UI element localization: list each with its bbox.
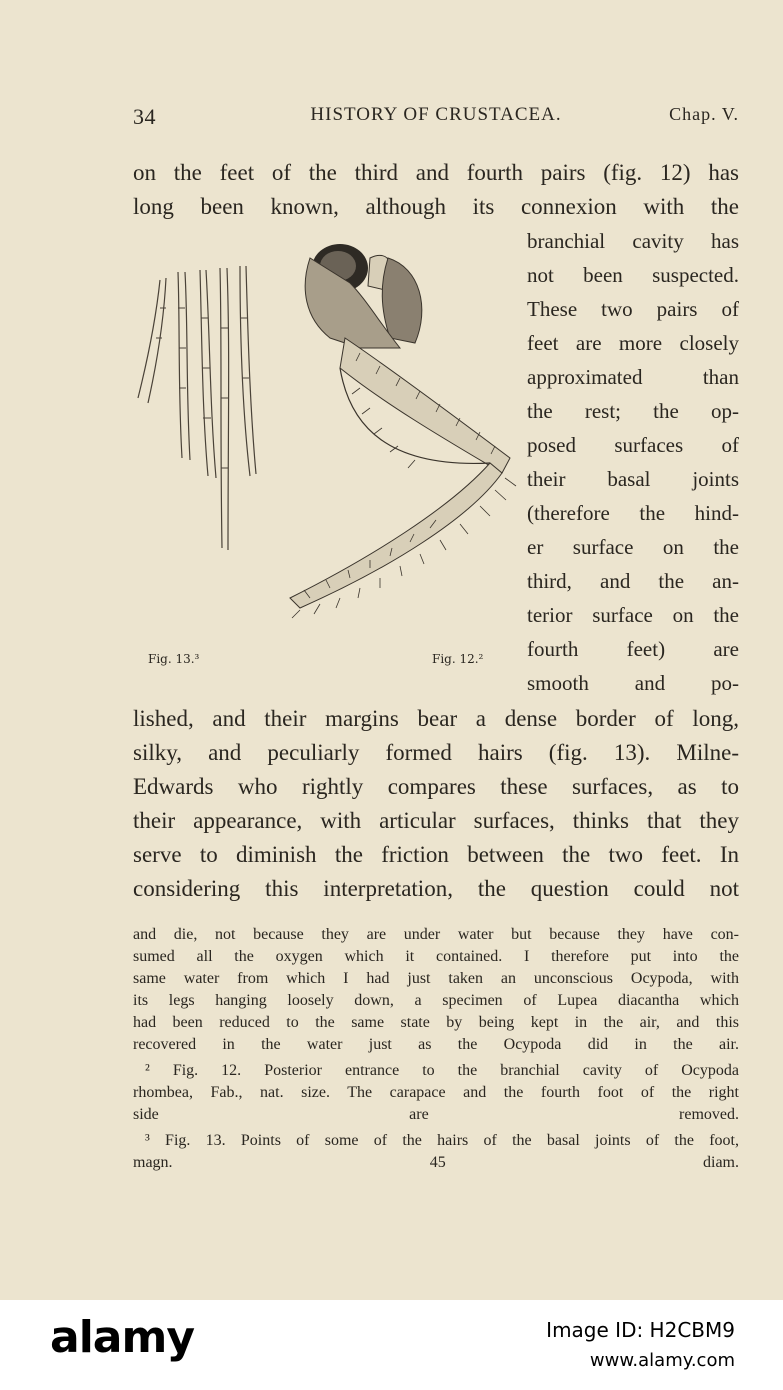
body-line: smooth and po- (527, 671, 739, 695)
footnote-line: ² Fig. 12. Posterior entrance to the branchial cavity of Ocypoda (145, 1062, 739, 1079)
body-line: their basal joints (527, 467, 739, 491)
body-line: approximated than (527, 365, 739, 389)
body-line: posed surfaces of (527, 433, 739, 457)
running-head: HISTORY OF CRUSTACEA. (310, 104, 562, 125)
fig13-hairs-illustration (138, 266, 256, 550)
footnote-line: same water from which I had just taken an unconscious Ocypoda, with (133, 970, 739, 987)
body-line: er surface on the (527, 535, 739, 559)
body-line: considering this interpretation, the question could not (133, 876, 739, 901)
watermark-url: www.alamy.com (589, 1350, 735, 1371)
fig13-hair-joints (156, 308, 249, 468)
body-line: the rest; the op- (527, 399, 739, 423)
footnote-line: and die, not because they are under water but because they have con- (133, 926, 739, 943)
page-number: 34 (133, 104, 156, 129)
image-id-label: Image ID: H2CBM9 (546, 1318, 735, 1342)
footnote-line: side are removed. (133, 1106, 739, 1123)
fig12-caption: Fig. 12.² (432, 652, 484, 666)
footnote-line: recovered in the water just as the Ocypoda did in the air. (133, 1036, 739, 1053)
body-line: Edwards who rightly compares these surfaces, as to (133, 774, 739, 799)
fig12-crab-leg-illustration (290, 244, 510, 608)
footnote-line: had been reduced to the same state by being kept in the air, and this (133, 1014, 739, 1031)
body-line: feet are more closely (527, 331, 739, 355)
footnote-line: sumed all the oxygen which it contained. I therefore put into the (133, 948, 739, 965)
page-header (133, 104, 739, 134)
body-line: terior surface on the (527, 603, 739, 627)
body-line: long been known, although its connexion with the (133, 194, 739, 219)
chapter-label: Chap. V. (669, 104, 739, 124)
body-line: not been suspected. (527, 263, 739, 287)
body-line: on the feet of the third and fourth pairs (fig. 12) has (133, 160, 739, 185)
fig13-caption: Fig. 13.³ (148, 652, 200, 666)
footnote-line: its legs hanging loosely down, a specimen of Lupea diacantha which (133, 992, 739, 1009)
figure-illustrations (130, 228, 522, 640)
footnote-line: rhombea, Fab., nat. size. The carapace and the fourth foot of the right (133, 1084, 739, 1101)
alamy-logo: alamy (50, 1312, 194, 1363)
footnote-line: magn. 45 diam. (133, 1154, 739, 1171)
body-line: fourth feet) are (527, 637, 739, 661)
body-line: branchial cavity has (527, 229, 739, 253)
body-line: lished, and their margins bear a dense border of long, (133, 706, 739, 731)
body-line: serve to diminish the friction between the two feet. In (133, 842, 739, 867)
footnote-line: ³ Fig. 13. Points of some of the hairs of the basal joints of the foot, (145, 1132, 739, 1149)
body-line: These two pairs of (527, 297, 739, 321)
body-line: (therefore the hind- (527, 501, 739, 525)
body-line: silky, and peculiarly formed hairs (fig. 13). Milne- (133, 740, 739, 765)
body-line: third, and the an- (527, 569, 739, 593)
body-line: their appearance, with articular surfaces, thinks that they (133, 808, 739, 833)
